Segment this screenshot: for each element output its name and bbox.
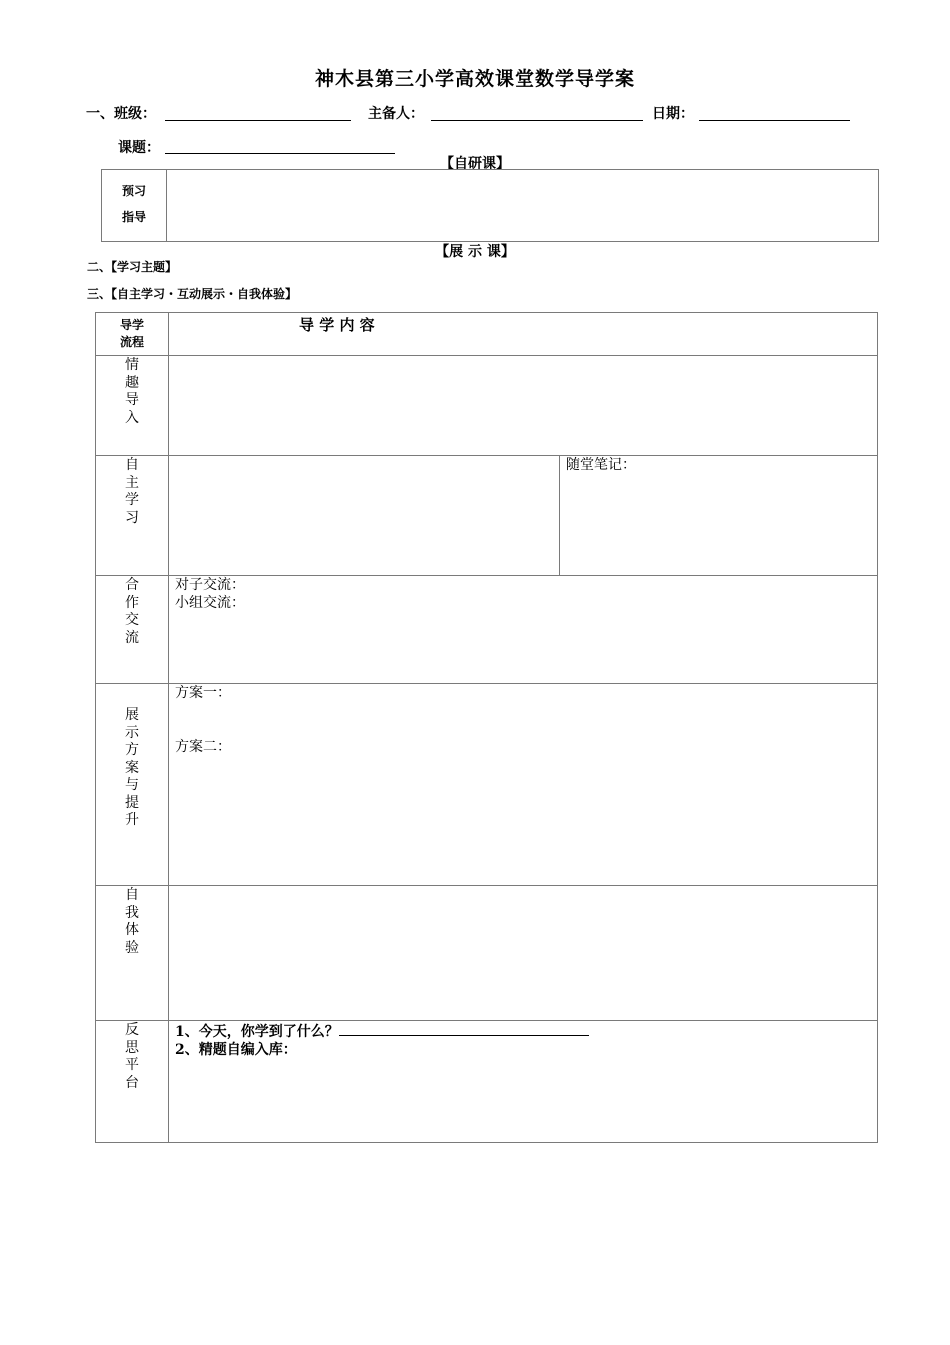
experience-content-cell[interactable] (169, 886, 878, 1021)
self-learn-label-cell (96, 456, 169, 576)
date-label: 日期： (652, 106, 694, 122)
table-row (96, 886, 878, 1021)
process-header-cell (96, 313, 169, 356)
section-2-heading: 二、【学习主题】 (87, 260, 178, 274)
reflect-label-cell (96, 1021, 169, 1143)
plan-one-label: 方案一： (175, 685, 231, 701)
show-label: 展示方案与提升 (125, 707, 139, 828)
preview-content-cell[interactable] (167, 170, 879, 242)
self-study-heading: 【自研课】 (440, 156, 510, 172)
pair-exchange-label: 对子交流： (175, 577, 245, 593)
reflect-question-2: 2、精题自编入库： (175, 1042, 297, 1058)
preview-label-2: 指导 (121, 210, 146, 224)
group-exchange-label: 小组交流： (175, 595, 245, 611)
reflect-label: 反思平台 (125, 1022, 139, 1091)
intro-label: 情趣导入 (125, 357, 139, 426)
notes-cell[interactable] (560, 456, 878, 576)
section-3-heading: 三、【自主学习・互动展示・自我体验】 (87, 287, 298, 301)
intro-label-cell (96, 356, 169, 456)
coop-label: 合作交流 (125, 577, 139, 646)
guide-table (95, 312, 878, 1143)
class-label: 一、班级： (86, 106, 156, 122)
plan-two-label: 方案二： (175, 739, 231, 755)
content-header: 导 学 内 容 (299, 316, 375, 334)
table-row (96, 1021, 878, 1143)
preview-table (101, 169, 879, 242)
coop-content-cell[interactable] (169, 576, 878, 684)
table-row (96, 356, 878, 456)
show-label-cell (96, 684, 169, 886)
topic-label: 课题： (118, 140, 160, 156)
self-learn-label: 自主学习 (125, 457, 139, 526)
reflect-question-1: 1、今天，你学到了什么？ (175, 1024, 339, 1040)
notes-label: 随堂笔记： (566, 457, 636, 473)
page-title: 神木县第三小学高效课堂数学导学案 (314, 68, 635, 90)
intro-content-cell[interactable] (169, 356, 878, 456)
process-header: 导学流程 (119, 318, 144, 349)
reflect-answer-line[interactable] (339, 1021, 589, 1036)
table-row (96, 684, 878, 886)
table-row (96, 576, 878, 684)
reflect-content-cell[interactable] (169, 1021, 878, 1143)
preparer-field[interactable] (431, 104, 643, 121)
show-content-cell[interactable] (169, 684, 878, 886)
experience-label: 自我体验 (125, 887, 139, 956)
table-header-row (96, 313, 878, 356)
display-heading: 【展 示 课】 (435, 244, 515, 260)
preview-label-1: 预习 (121, 184, 146, 198)
content-header-cell (169, 313, 878, 356)
self-learn-content-cell[interactable] (169, 456, 560, 576)
preview-label-cell (102, 170, 167, 242)
class-field[interactable] (165, 104, 351, 121)
experience-label-cell (96, 886, 169, 1021)
table-row (96, 456, 878, 576)
topic-field[interactable] (165, 137, 395, 154)
preparer-label: 主备人： (368, 106, 424, 122)
coop-label-cell (96, 576, 169, 684)
date-field[interactable] (699, 104, 850, 121)
